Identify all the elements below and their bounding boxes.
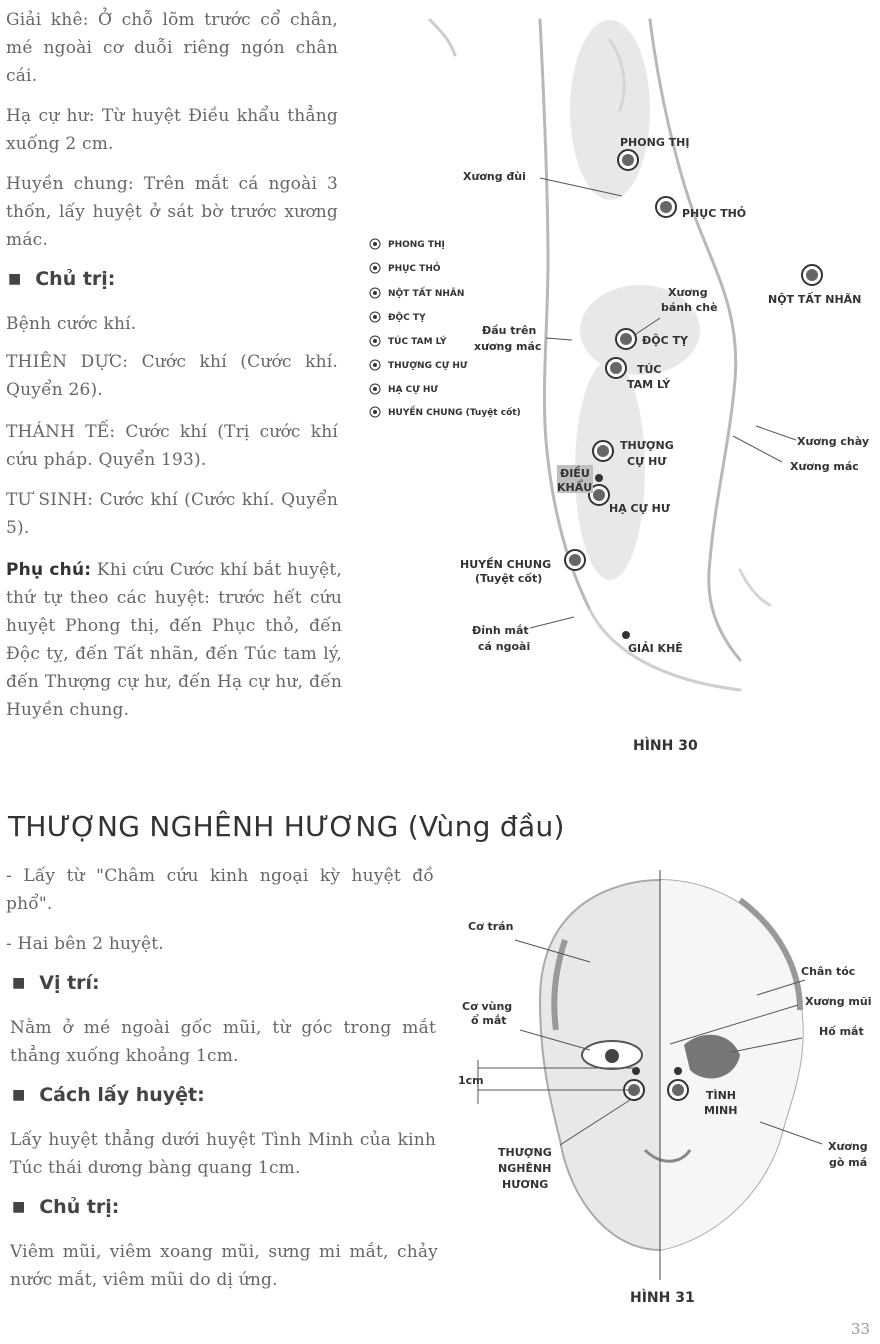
heading-text: Cách lấy huyệt: bbox=[39, 1084, 205, 1106]
phu-chu-label: Phụ chú: bbox=[6, 560, 92, 580]
acupoint-thuong-nghenh-huong-right bbox=[668, 1080, 688, 1100]
svg-text:HUYỀN CHUNG (Tuyệt cốt): HUYỀN CHUNG (Tuyệt cốt) bbox=[388, 408, 521, 418]
label-xuong-banh-che-2: bánh chè bbox=[661, 301, 718, 314]
label-dau-tren-2: xương mác bbox=[474, 340, 542, 353]
section-title: THƯỢNG NGHÊNH HƯƠNG (Vùng đầu) bbox=[8, 810, 565, 843]
acupoint-doc-ty bbox=[616, 329, 636, 349]
label-thuong: THƯỢNG bbox=[620, 439, 674, 452]
legend-item bbox=[370, 239, 445, 250]
label-dau-tren: Đầu trên bbox=[482, 324, 537, 337]
bullet-icon: ■ bbox=[12, 1087, 26, 1103]
vi-tri-heading bbox=[12, 972, 100, 994]
heading-text: Chủ trị: bbox=[35, 268, 116, 290]
svg-text:TÚC TAM LÝ: TÚC TAM LÝ bbox=[388, 337, 447, 347]
legend-item bbox=[370, 261, 441, 274]
page-number: 33 bbox=[850, 1320, 870, 1338]
ha-cu-hu-paragraph: Hạ cự hư: Từ huyệt Điều khẩu thẳng xuống 2 cm. bbox=[6, 106, 338, 154]
chu-tri-heading-upper bbox=[8, 268, 115, 290]
label-chan-toc: Chân tóc bbox=[801, 965, 856, 978]
acupoint-giai-khe bbox=[622, 631, 630, 639]
heading-text: Vị trí: bbox=[39, 972, 100, 994]
heading-text: Chủ trị: bbox=[39, 1196, 120, 1218]
label-xuong-mui: Xương mũi bbox=[805, 995, 872, 1008]
svg-text:THƯỢNG CỰ HƯ: THƯỢNG CỰ HƯ bbox=[388, 361, 468, 371]
giai-khe-paragraph: Giải khê: Ở chỗ lõm trước cổ chân, mé ngoài cơ duỗi riêng ngón chân cái. bbox=[6, 10, 338, 86]
svg-text:HẠ CỰ HƯ: HẠ CỰ HƯ bbox=[388, 385, 438, 395]
label-dieu: ĐIỀU bbox=[560, 467, 590, 480]
label-phong-thi: PHONG THỊ bbox=[620, 136, 690, 149]
label-ha-cu-hu: HẠ CỰ HƯ bbox=[609, 502, 671, 515]
bullet-icon: ■ bbox=[12, 975, 26, 991]
legend-item bbox=[370, 312, 426, 323]
label-tinh: TÌNH bbox=[706, 1089, 737, 1102]
label-huong: HƯƠNG bbox=[502, 1178, 549, 1191]
figure-31-caption: HÌNH 31 bbox=[630, 1290, 695, 1306]
label-dinh-mat: Đỉnh mắt bbox=[472, 624, 529, 637]
acupoint-tuc-tam-ly bbox=[606, 358, 626, 378]
label-phuc-tho: PHỤC THỎ bbox=[682, 207, 747, 220]
cach-lay-paragraph: Lấy huyệt thẳng dưới huyệt Tình Minh của kinh Túc thái dương bàng quang 1cm. bbox=[10, 1130, 436, 1178]
acupoint-thuong-cu-hu bbox=[593, 441, 613, 461]
label-not-tat-nhan: NỘT TẤT NHÃN bbox=[768, 293, 862, 306]
label-xuong-banh-che: Xương bbox=[668, 286, 708, 299]
acupoint-huyen-chung bbox=[565, 550, 585, 570]
cach-lay-huyet-heading bbox=[12, 1084, 205, 1106]
figure-31-face-illustration bbox=[440, 860, 880, 1300]
svg-text:PHỤC THỎ: PHỤC THỎ bbox=[388, 264, 441, 274]
tinh-minh-right-point bbox=[674, 1067, 682, 1075]
huyen-chung-paragraph: Huyền chung: Trên mắt cá ngoài 3 thốn, lấy huyệt ở sát bờ trước xương mác. bbox=[6, 174, 338, 250]
label-tam-ly: TAM LÝ bbox=[627, 378, 671, 391]
label-co-tran: Cơ trán bbox=[468, 920, 514, 933]
label-khau: KHẨU bbox=[557, 481, 593, 494]
thien-duc-paragraph: THIÊN DỰC: Cước khí (Cước khí. Quyển 26). bbox=[6, 352, 338, 400]
legend-item bbox=[370, 335, 447, 347]
phu-chu-paragraph bbox=[6, 556, 342, 724]
left-pupil bbox=[605, 1049, 619, 1063]
phu-chu-text: Khi cứu Cước khí bắt huyệt, thứ tự theo các huyệt: trước hết cứu huyệt Phong thị, đến Phục thỏ, đến Độc tỵ, đến Tất nhãn, đến Túc tam lý, đến Thượng cự hư, đến Hạ cự hư, đến Huyền chung. bbox=[6, 560, 343, 720]
label-ca-ngoai: cá ngoài bbox=[478, 640, 531, 653]
tu-sinh-paragraph: TƯ SINH: Cước khí (Cước khí. Quyển 5). bbox=[6, 490, 338, 538]
label-1cm: 1cm bbox=[458, 1074, 484, 1087]
label-xuong: Xương bbox=[828, 1140, 868, 1153]
label-xuong-chay: Xương chày bbox=[797, 435, 870, 448]
bullet-icon: ■ bbox=[8, 271, 22, 287]
figure-30-leg-illustration bbox=[355, 0, 880, 740]
label-xuong-mac: Xương mác bbox=[790, 460, 859, 473]
svg-text:ĐỘC TỴ: ĐỘC TỴ bbox=[388, 313, 426, 323]
acupoint-dieu-khau bbox=[595, 474, 603, 482]
benh-cuoc-khi-paragraph: Bệnh cước khí. bbox=[6, 314, 137, 334]
chu-tri-heading-lower bbox=[12, 1196, 119, 1218]
label-giai-khe: GIẢI KHÊ bbox=[628, 642, 683, 655]
chu-tri-paragraph: Viêm mũi, viêm xoang mũi, sưng mi mắt, chảy nước mắt, viêm mũi do dị ứng. bbox=[10, 1242, 438, 1290]
label-co-vung: Cơ vùng bbox=[462, 1000, 513, 1013]
legend-item bbox=[370, 384, 438, 395]
source-paragraph: - Lấy từ "Châm cứu kinh ngoại kỳ huyệt đồ phổ". bbox=[6, 866, 434, 914]
label-thuong: THƯỢNG bbox=[498, 1146, 552, 1159]
label-tuyet-cot: (Tuyệt cốt) bbox=[475, 572, 543, 585]
label-minh: MINH bbox=[704, 1104, 738, 1117]
acupoint-not-tat-nhan bbox=[802, 265, 822, 285]
thanh-te-paragraph: THÁNH TẾ: Cước khí (Trị cước khí cứu pháp. Quyển 193). bbox=[6, 422, 338, 470]
two-points-paragraph: - Hai bên 2 huyệt. bbox=[6, 934, 164, 954]
svg-text:PHONG THỊ: PHONG THỊ bbox=[388, 240, 445, 250]
legend-item bbox=[370, 360, 468, 371]
acupoint-phong-thi bbox=[618, 150, 638, 170]
label-nghenh: NGHÊNH bbox=[498, 1162, 552, 1175]
label-cu-hu: CỰ HƯ bbox=[627, 455, 667, 468]
label-huyen-chung: HUYỀN CHUNG bbox=[460, 558, 552, 571]
label-tuc: TÚC bbox=[637, 363, 662, 376]
label-ho-mat: Hố mắt bbox=[819, 1025, 864, 1038]
acupoint-phuc-tho bbox=[656, 197, 676, 217]
legend-item bbox=[370, 405, 521, 418]
label-doc-ty: ĐỘC TỴ bbox=[642, 334, 688, 347]
face-drawing bbox=[540, 870, 803, 1280]
label-xuong-dui: Xương đùi bbox=[463, 170, 526, 183]
svg-text:NỘT TẤT NHÃN: NỘT TẤT NHÃN bbox=[388, 289, 465, 299]
bullet-icon: ■ bbox=[12, 1199, 26, 1215]
label-go-ma: gò má bbox=[829, 1156, 868, 1169]
vi-tri-paragraph: Nằm ở mé ngoài gốc mũi, từ góc trong mắt thẳng xuống khoảng 1cm. bbox=[10, 1018, 436, 1066]
figure-30-caption: HÌNH 30 bbox=[633, 738, 698, 754]
legend-item bbox=[370, 286, 464, 299]
label-o-mat: ổ mắt bbox=[471, 1014, 507, 1027]
